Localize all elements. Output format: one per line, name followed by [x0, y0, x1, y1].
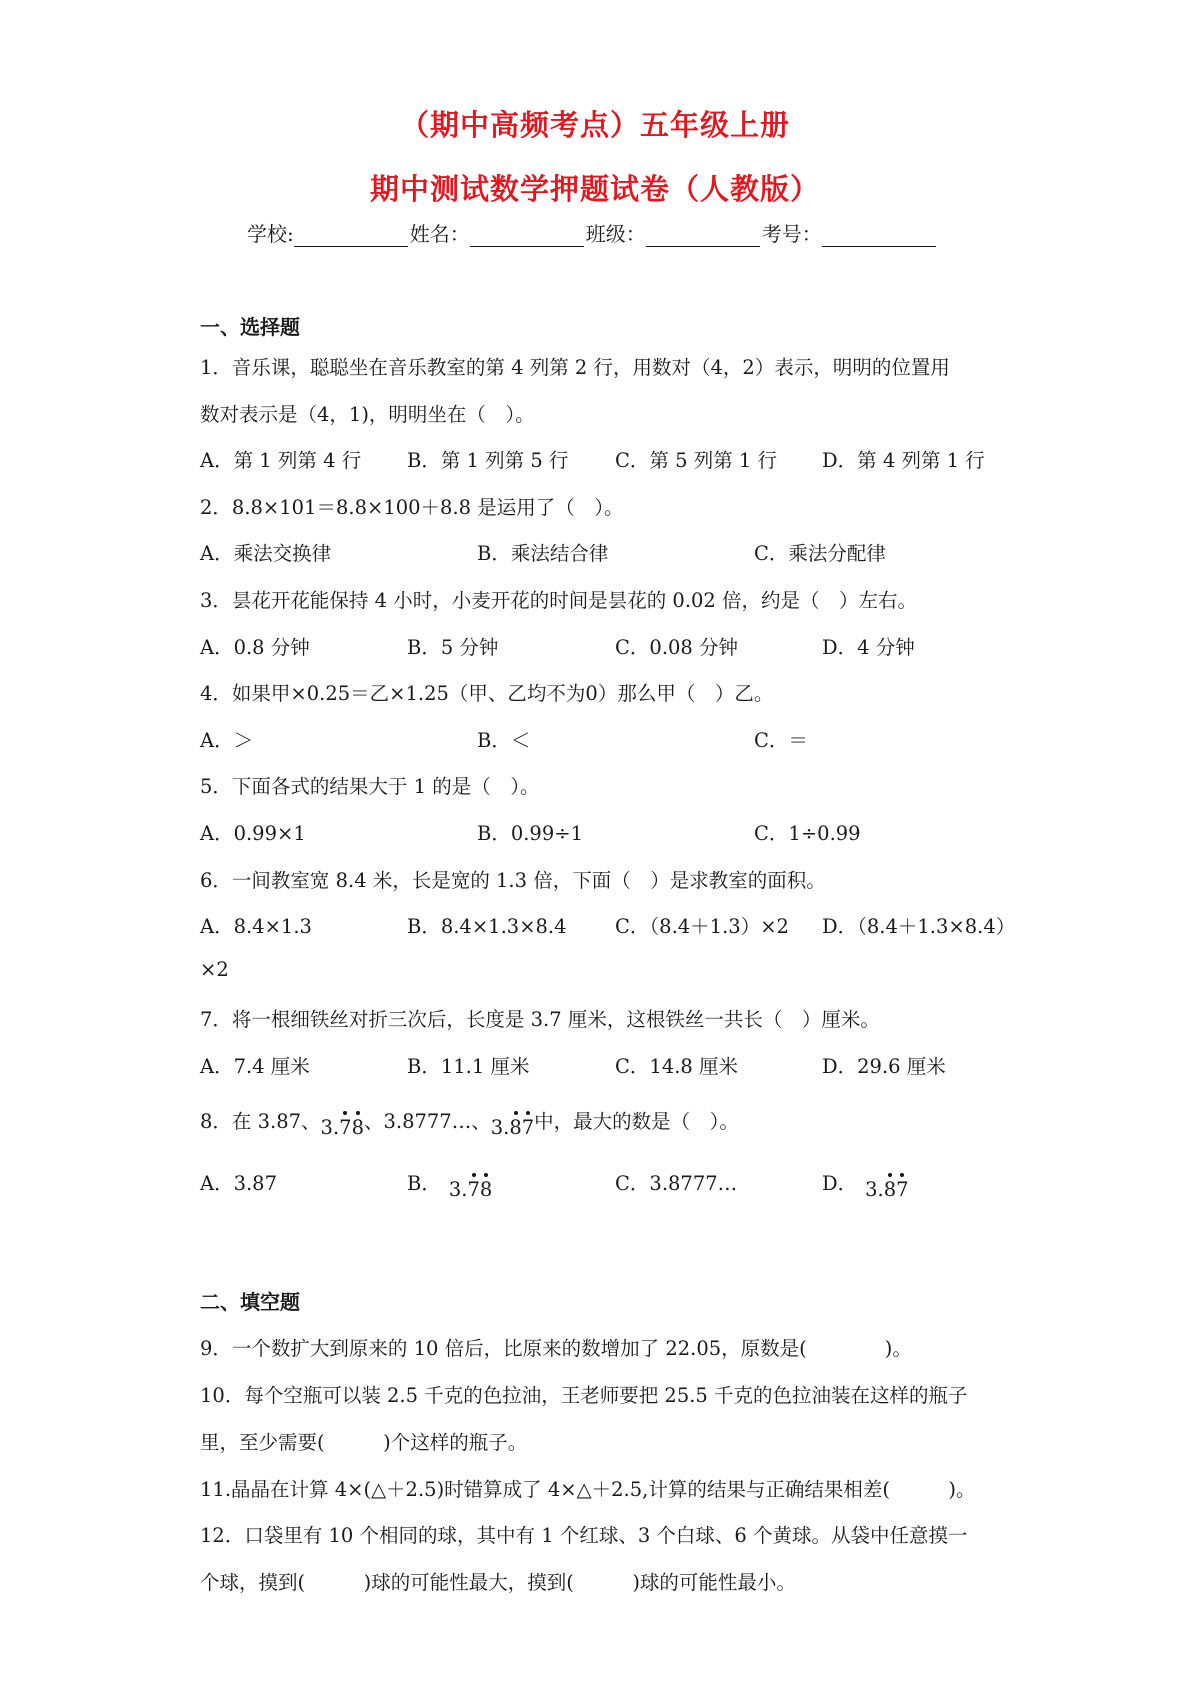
q3-option-c[interactable]: C．0.08 分钟	[615, 636, 739, 659]
q8-mid: 、3.8777…、	[363, 1110, 491, 1133]
question-12-line-2: 个球，摸到( )球的可能性最大，摸到( )球的可能性最小。	[200, 1571, 796, 1594]
q8-prefix: 8．在 3.87、	[200, 1110, 321, 1133]
q8-option-c[interactable]: C．3.8777…	[615, 1172, 738, 1195]
q8-option-b[interactable]: B． 3.78	[407, 1172, 493, 1201]
q5-option-c[interactable]: C．1÷0.99	[754, 822, 861, 845]
question-8	[200, 1106, 739, 1139]
question-7: 7．将一根细铁丝对折三次后，长度是 3.7 厘米，这根铁丝一共长（ ）厘米。	[200, 1008, 880, 1031]
q5-option-b[interactable]: B．0.99÷1	[477, 822, 583, 845]
q1-option-c[interactable]: C．第 5 列第 1 行	[615, 449, 778, 472]
student-info-row	[247, 218, 938, 247]
school-label: 学校:	[247, 222, 294, 246]
q6-option-a[interactable]: A．8.4×1.3	[200, 915, 312, 938]
question-6: 6．一间教室宽 8.4 米，长是宽的 1.3 倍，下面（ ）是求教室的面积。	[200, 869, 826, 892]
question-1-line-2: 数对表示是（4，1)，明明坐在（ ）。	[200, 403, 535, 426]
q3-option-d[interactable]: D．4 分钟	[822, 636, 915, 659]
class-field[interactable]	[646, 226, 760, 247]
question-3: 3．昙花开花能保持 4 小时，小麦开花的时间是昙花的 0.02 倍，约是（ ）左右。	[200, 589, 918, 612]
section-title-fill-blank: 二、填空题	[200, 1290, 300, 1314]
repeating-decimal-3-87: 3.87	[490, 1116, 535, 1139]
class-label: 班级：	[585, 222, 646, 246]
question-4: 4．如果甲×0.25＝乙×1.25（甲、乙均不为0）那么甲（ ）乙。	[200, 682, 774, 705]
q3-option-a[interactable]: A．0.8 分钟	[200, 636, 310, 659]
q6-option-d[interactable]: D．（8.4＋1.3×8.4）	[822, 915, 1016, 938]
name-label: 姓名：	[409, 222, 470, 246]
repeating-decimal-3-78: 3.78	[320, 1116, 364, 1139]
question-2: 2．8.8×101＝8.8×100＋8.8 是运用了（ ）。	[200, 496, 624, 519]
question-10-line-1: 10．每个空瓶可以装 2.5 千克的色拉油，王老师要把 25.5 千克的色拉油装在这样的瓶子	[200, 1384, 968, 1407]
q4-option-b[interactable]: B．＜	[477, 729, 531, 752]
q7-option-b[interactable]: B．11.1 厘米	[407, 1055, 530, 1078]
question-10-line-2: 里，至少需要( )个这样的瓶子。	[200, 1431, 528, 1454]
q1-option-a[interactable]: A．第 1 列第 4 行	[200, 449, 362, 472]
school-field[interactable]	[294, 226, 408, 247]
name-field[interactable]	[470, 226, 584, 247]
q2-option-c[interactable]: C．乘法分配律	[754, 542, 886, 565]
question-1-line-1: 1．音乐课，聪聪坐在音乐教室的第 4 列第 2 行，用数对（4，2）表示，明明的位置用	[200, 356, 950, 379]
q8-suffix: 中，最大的数是（ ）。	[534, 1110, 739, 1133]
question-11: 11.晶晶在计算 4×(△＋2.5)时错算成了 4×△＋2.5,计算的结果与正确结果相差( )。	[200, 1478, 976, 1501]
question-9: 9．一个数扩大到原来的 10 倍后，比原来的数增加了 22.05，原数是( )。	[200, 1337, 912, 1360]
q5-option-a[interactable]: A．0.99×1	[200, 822, 306, 845]
q4-option-c[interactable]: C．＝	[754, 729, 808, 752]
title-line-1: （期中高频考点）五年级上册	[399, 108, 790, 142]
q6-option-d-continued: ×2	[200, 958, 229, 981]
q1-option-b[interactable]: B．第 1 列第 5 行	[407, 449, 569, 472]
q6-option-b[interactable]: B．8.4×1.3×8.4	[407, 915, 567, 938]
q7-option-a[interactable]: A．7.4 厘米	[200, 1055, 310, 1078]
q8-option-d[interactable]: D． 3.87	[822, 1172, 909, 1201]
q8-option-a[interactable]: A．3.87	[200, 1172, 278, 1195]
q7-option-d[interactable]: D．29.6 厘米	[822, 1055, 946, 1078]
exam-no-field[interactable]	[822, 226, 936, 247]
q6-option-c[interactable]: C．（8.4＋1.3）×2	[615, 915, 789, 938]
q7-option-c[interactable]: C．14.8 厘米	[615, 1055, 739, 1078]
title-line-2: 期中测试数学押题试卷（人教版）	[369, 172, 820, 206]
exam-no-label: 考号：	[761, 222, 822, 246]
q3-option-b[interactable]: B．5 分钟	[407, 636, 499, 659]
q1-option-d[interactable]: D．第 4 列第 1 行	[822, 449, 985, 472]
q2-option-a[interactable]: A．乘法交换律	[200, 542, 332, 565]
question-5: 5．下面各式的结果大于 1 的是（ ）。	[200, 775, 540, 798]
question-12-line-1: 12．口袋里有 10 个相同的球，其中有 1 个红球、3 个白球、6 个黄球。从袋中任意摸一	[200, 1524, 968, 1547]
q4-option-a[interactable]: A．＞	[200, 729, 254, 752]
section-title-choice: 一、选择题	[200, 315, 300, 339]
q2-option-b[interactable]: B．乘法结合律	[477, 542, 609, 565]
